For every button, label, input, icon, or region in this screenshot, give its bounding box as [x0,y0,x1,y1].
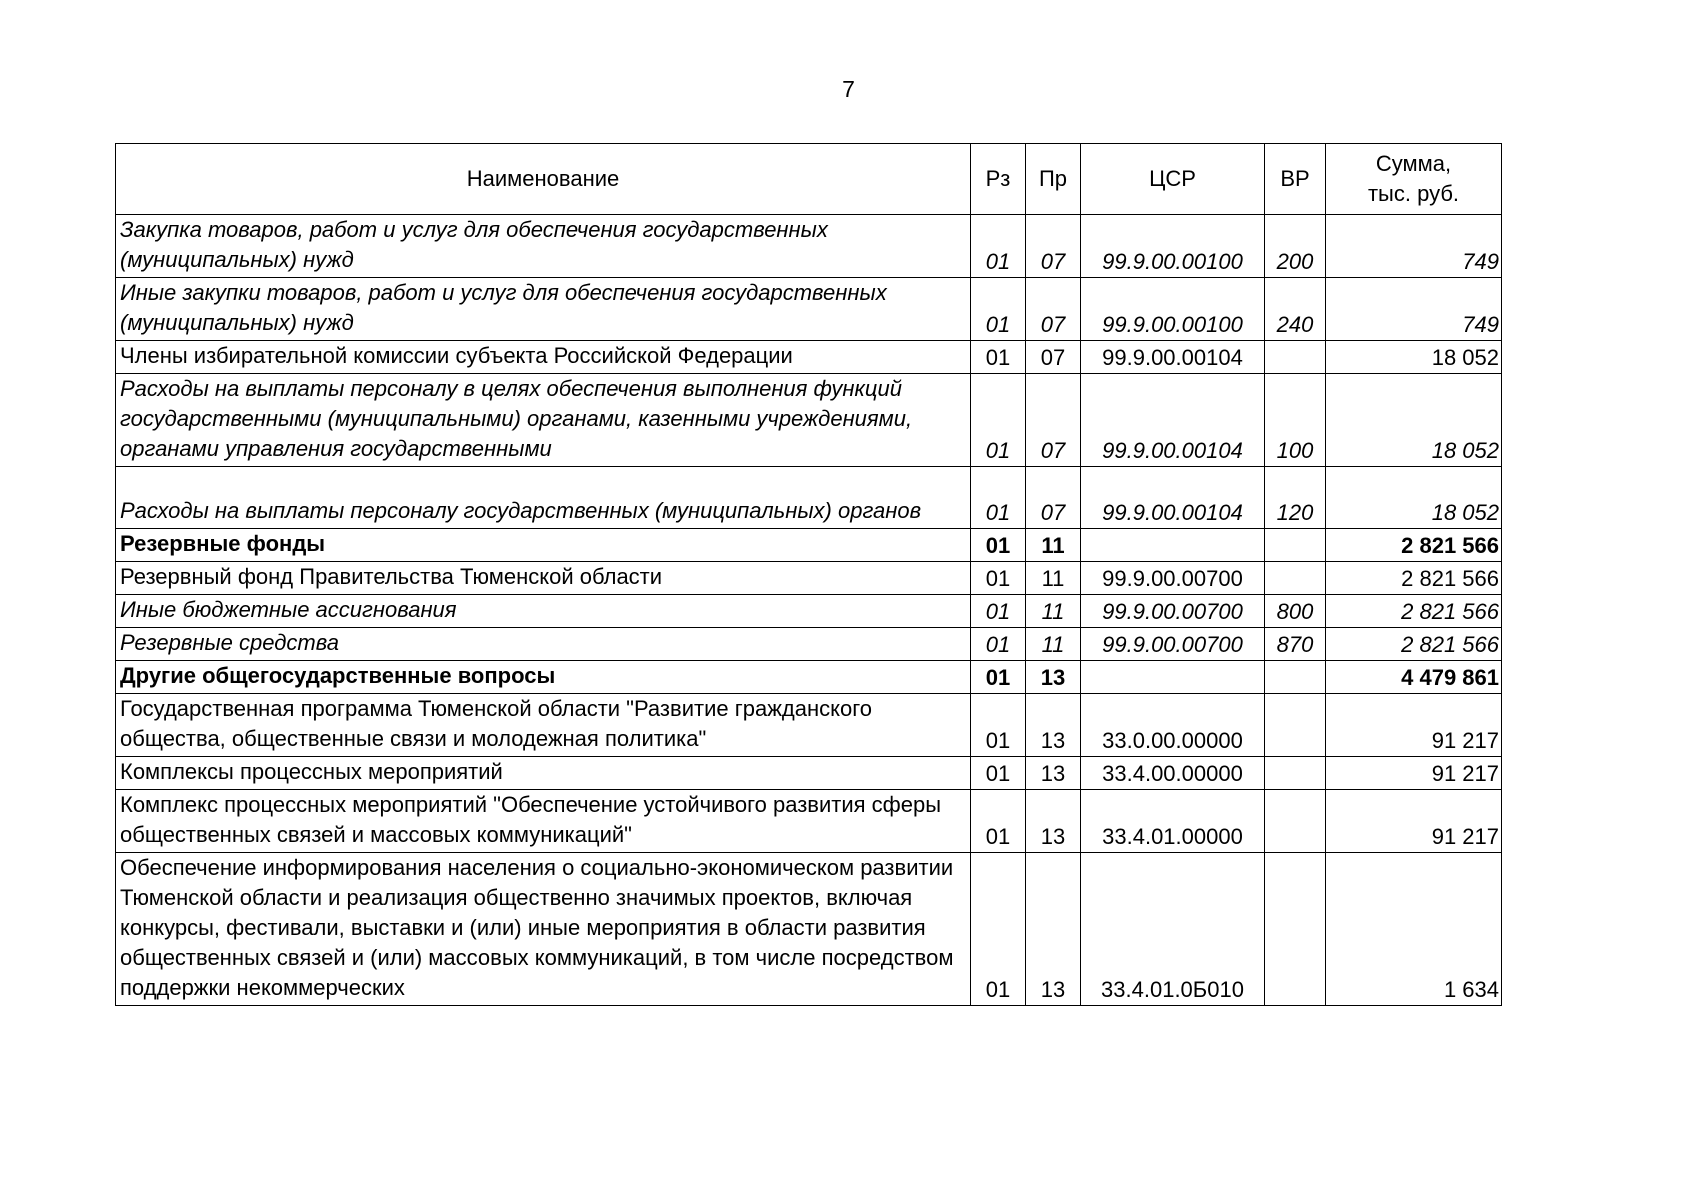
header-vr: ВР [1265,144,1326,215]
cell-rz: 01 [971,694,1026,757]
cell-vr: 870 [1265,628,1326,661]
header-sum: Сумма, тыс. руб. [1326,144,1502,215]
cell-csr: 99.9.00.00700 [1081,628,1265,661]
cell-rz: 01 [971,529,1026,562]
cell-name: Государственная программа Тюменской области "Развитие гражданского общества, общественные связи и молодежная политика" [116,694,971,757]
cell-vr [1265,694,1326,757]
cell-csr: 99.9.00.00100 [1081,215,1265,278]
cell-csr: 99.9.00.00104 [1081,374,1265,467]
cell-pr: 07 [1026,341,1081,374]
table-row [116,278,1502,341]
cell-name: Члены избирательной комиссии субъекта Российской Федерации [116,341,971,374]
cell-pr: 07 [1026,278,1081,341]
cell-sum: 749 [1326,278,1502,341]
cell-pr: 13 [1026,853,1081,1006]
cell-vr [1265,790,1326,853]
cell-sum: 749 [1326,215,1502,278]
cell-vr [1265,853,1326,1006]
cell-rz: 01 [971,341,1026,374]
cell-sum: 91 217 [1326,790,1502,853]
cell-sum: 18 052 [1326,341,1502,374]
cell-sum: 2 821 566 [1326,562,1502,595]
cell-sum: 2 821 566 [1326,595,1502,628]
table-row [116,595,1502,628]
table-row [116,661,1502,694]
cell-name: Резервные фонды [116,529,971,562]
cell-sum: 2 821 566 [1326,529,1502,562]
cell-name: Комплексы процессных мероприятий [116,757,971,790]
cell-rz: 01 [971,215,1026,278]
table-header-row [116,144,1502,215]
table-row [116,529,1502,562]
cell-sum: 91 217 [1326,694,1502,757]
cell-csr [1081,661,1265,694]
table-row [116,467,1502,529]
table-row [116,341,1502,374]
cell-vr [1265,757,1326,790]
cell-csr: 99.9.00.00104 [1081,467,1265,529]
page-number: 7 [842,76,855,102]
cell-sum: 1 634 [1326,853,1502,1006]
cell-name: Комплекс процессных мероприятий "Обеспечение устойчивого развития сферы общественных связей и массовых коммуникаций" [116,790,971,853]
cell-vr: 120 [1265,467,1326,529]
cell-name: Резервный фонд Правительства Тюменской области [116,562,971,595]
cell-csr: 33.4.01.00000 [1081,790,1265,853]
cell-rz: 01 [971,467,1026,529]
cell-csr: 33.0.00.00000 [1081,694,1265,757]
table-row [116,215,1502,278]
cell-vr: 200 [1265,215,1326,278]
table-row [116,694,1502,757]
table-row [116,562,1502,595]
cell-sum: 18 052 [1326,374,1502,467]
budget-table [115,143,1502,1006]
cell-rz: 01 [971,790,1026,853]
table-row [116,374,1502,467]
cell-sum: 4 479 861 [1326,661,1502,694]
cell-rz: 01 [971,278,1026,341]
cell-csr [1081,529,1265,562]
cell-csr: 99.9.00.00700 [1081,562,1265,595]
cell-rz: 01 [971,374,1026,467]
header-pr: Пр [1026,144,1081,215]
cell-pr: 11 [1026,529,1081,562]
header-csr: ЦСР [1081,144,1265,215]
table-body [116,215,1502,1006]
header-rz: Рз [971,144,1026,215]
cell-rz: 01 [971,562,1026,595]
cell-pr: 11 [1026,562,1081,595]
cell-name: Иные бюджетные ассигнования [116,595,971,628]
cell-name: Обеспечение информирования населения о социально-экономическом развитии Тюменской области и реализация общественно значимых проектов, включая конкурсы, фестивали, выставки и (или) иные мероприятия в области развития общественных связей и (или) массовых коммуникаций, в том числе посредством поддержки некоммерческих [116,853,971,1006]
cell-csr: 33.4.01.0Б010 [1081,853,1265,1006]
cell-pr: 13 [1026,661,1081,694]
cell-name: Закупка товаров, работ и услуг для обеспечения государственных (муниципальных) нужд [116,215,971,278]
table-row [116,757,1502,790]
cell-name: Другие общегосударственные вопросы [116,661,971,694]
cell-sum: 2 821 566 [1326,628,1502,661]
cell-vr [1265,341,1326,374]
cell-pr: 13 [1026,694,1081,757]
cell-pr: 11 [1026,628,1081,661]
cell-pr: 13 [1026,790,1081,853]
cell-pr: 07 [1026,215,1081,278]
cell-name: Расходы на выплаты персоналу государственных (муниципальных) органов [116,467,971,529]
table-row [116,628,1502,661]
cell-pr: 07 [1026,467,1081,529]
table-row [116,790,1502,853]
cell-csr: 99.9.00.00104 [1081,341,1265,374]
cell-vr [1265,562,1326,595]
cell-name: Расходы на выплаты персоналу в целях обеспечения выполнения функций государственными (муниципальными) органами, казенными учреждениями, органами управления государственными [116,374,971,467]
cell-sum: 18 052 [1326,467,1502,529]
cell-rz: 01 [971,661,1026,694]
cell-rz: 01 [971,628,1026,661]
cell-sum: 91 217 [1326,757,1502,790]
cell-csr: 33.4.00.00000 [1081,757,1265,790]
cell-csr: 99.9.00.00700 [1081,595,1265,628]
cell-pr: 13 [1026,757,1081,790]
header-name: Наименование [116,144,971,215]
cell-name: Резервные средства [116,628,971,661]
cell-pr: 07 [1026,374,1081,467]
cell-vr [1265,529,1326,562]
table-row [116,853,1502,1006]
cell-vr: 800 [1265,595,1326,628]
cell-vr: 100 [1265,374,1326,467]
cell-rz: 01 [971,595,1026,628]
cell-vr: 240 [1265,278,1326,341]
cell-vr [1265,661,1326,694]
cell-name: Иные закупки товаров, работ и услуг для обеспечения государственных (муниципальных) нужд [116,278,971,341]
cell-pr: 11 [1026,595,1081,628]
cell-rz: 01 [971,853,1026,1006]
cell-csr: 99.9.00.00100 [1081,278,1265,341]
cell-rz: 01 [971,757,1026,790]
